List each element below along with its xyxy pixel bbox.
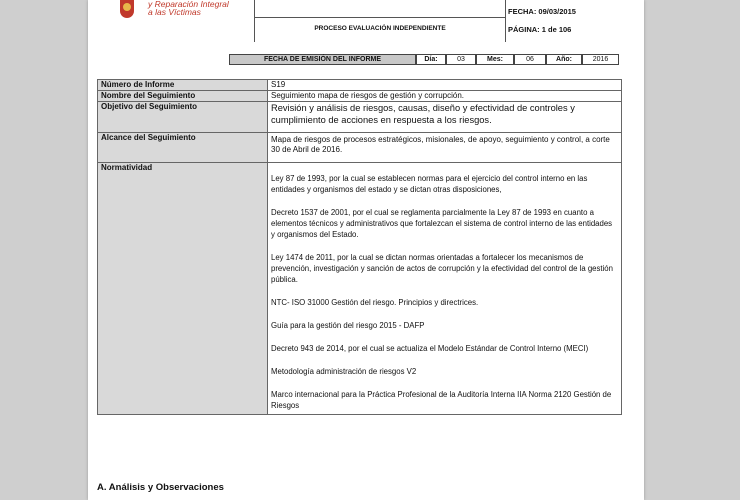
regulations-list: [268, 163, 622, 415]
regulation-item: Guía para la gestión del riesgo 2015 - DAFP: [271, 321, 425, 330]
header-date: FECHA: 09/03/2015: [508, 7, 576, 16]
regulation-item: Decreto 1537 de 2001, por el cual se reglamenta parcialmente la Ley 87 de 1993 en cuanto a elementos técnicos y administrativos que fortalezcan el sistema de control interno de las entidades y organismos del Estado.: [271, 208, 613, 239]
logo-text: [148, 0, 229, 16]
entity-logo: [120, 0, 252, 22]
header-divider: [255, 17, 505, 18]
regulation-item: NTC- ISO 31000 Gestión del riesgo. Principios y directrices.: [271, 298, 479, 307]
table-row: [98, 163, 622, 415]
day-value: 03: [446, 54, 476, 65]
table-row: [98, 133, 622, 163]
regulation-item: Ley 1474 de 2011, por la cual se dictan normas orientadas a fortalecer los mecanismos de prevención, investigación y sanción de actos de corrupción y la efectividad del control de la gestión pública.: [271, 253, 613, 284]
regulations-label: Normatividad: [98, 163, 268, 415]
regulation-item: Decreto 943 de 2014, por el cual se actualiza el Modelo Estándar de Control Interno (MECI): [271, 344, 589, 353]
table-row: [98, 91, 622, 102]
report-number-value: S19: [268, 80, 622, 91]
coat-of-arms-icon: [120, 0, 134, 18]
regulation-item: Ley 87 de 1993, por la cual se establecen normas para el ejercicio del control interno en las entidades y organismos del estado y se dictan otras disposiciones,: [271, 174, 588, 194]
report-number-label: Número de Informe: [98, 80, 268, 91]
emission-date-row: [229, 54, 619, 65]
regulation-item: Marco internacional para la Práctica Profesional de la Auditoría Interna IIA Norma 2120 Gestión de Riesgos: [271, 390, 612, 410]
tracking-name-value: Seguimiento mapa de riesgos de gestión y corrupción.: [268, 91, 622, 102]
logo-line-2: a las Víctimas: [148, 7, 201, 17]
year-value: 2016: [582, 54, 619, 65]
objective-label: Objetivo del Seguimiento: [98, 102, 268, 133]
process-title: PROCESO EVALUACIÓN INDEPENDIENTE: [314, 25, 446, 32]
day-label: Día:: [416, 54, 446, 65]
year-label: Año:: [546, 54, 582, 65]
header-page-number: PÁGINA: 1 de 106: [508, 25, 572, 34]
scope-value: Mapa de riesgos de procesos estratégicos, misionales, de apoyo, seguimiento y control, a corte 30 de Abril de 2016.: [268, 133, 622, 163]
month-label: Mes:: [476, 54, 514, 65]
objective-value: Revisión y análisis de riesgos, causas, diseño y efectividad de controles y cumplimiento de acciones en respuesta a los riesgos.: [268, 102, 622, 133]
scope-label: Alcance del Seguimiento: [98, 133, 268, 163]
table-row: [98, 102, 622, 133]
section-heading: A. Análisis y Observaciones: [97, 482, 224, 493]
month-value: 06: [514, 54, 546, 65]
header-center-box: [254, 0, 506, 42]
regulation-item: Metodología administración de riesgos V2: [271, 367, 417, 376]
tracking-name-label: Nombre del Seguimiento: [98, 91, 268, 102]
logo-line-1: y Reparación Integral: [148, 0, 229, 9]
report-info-table: [97, 79, 622, 415]
emission-label: FECHA DE EMISIÓN DEL INFORME: [229, 54, 416, 65]
table-row: [98, 80, 622, 91]
